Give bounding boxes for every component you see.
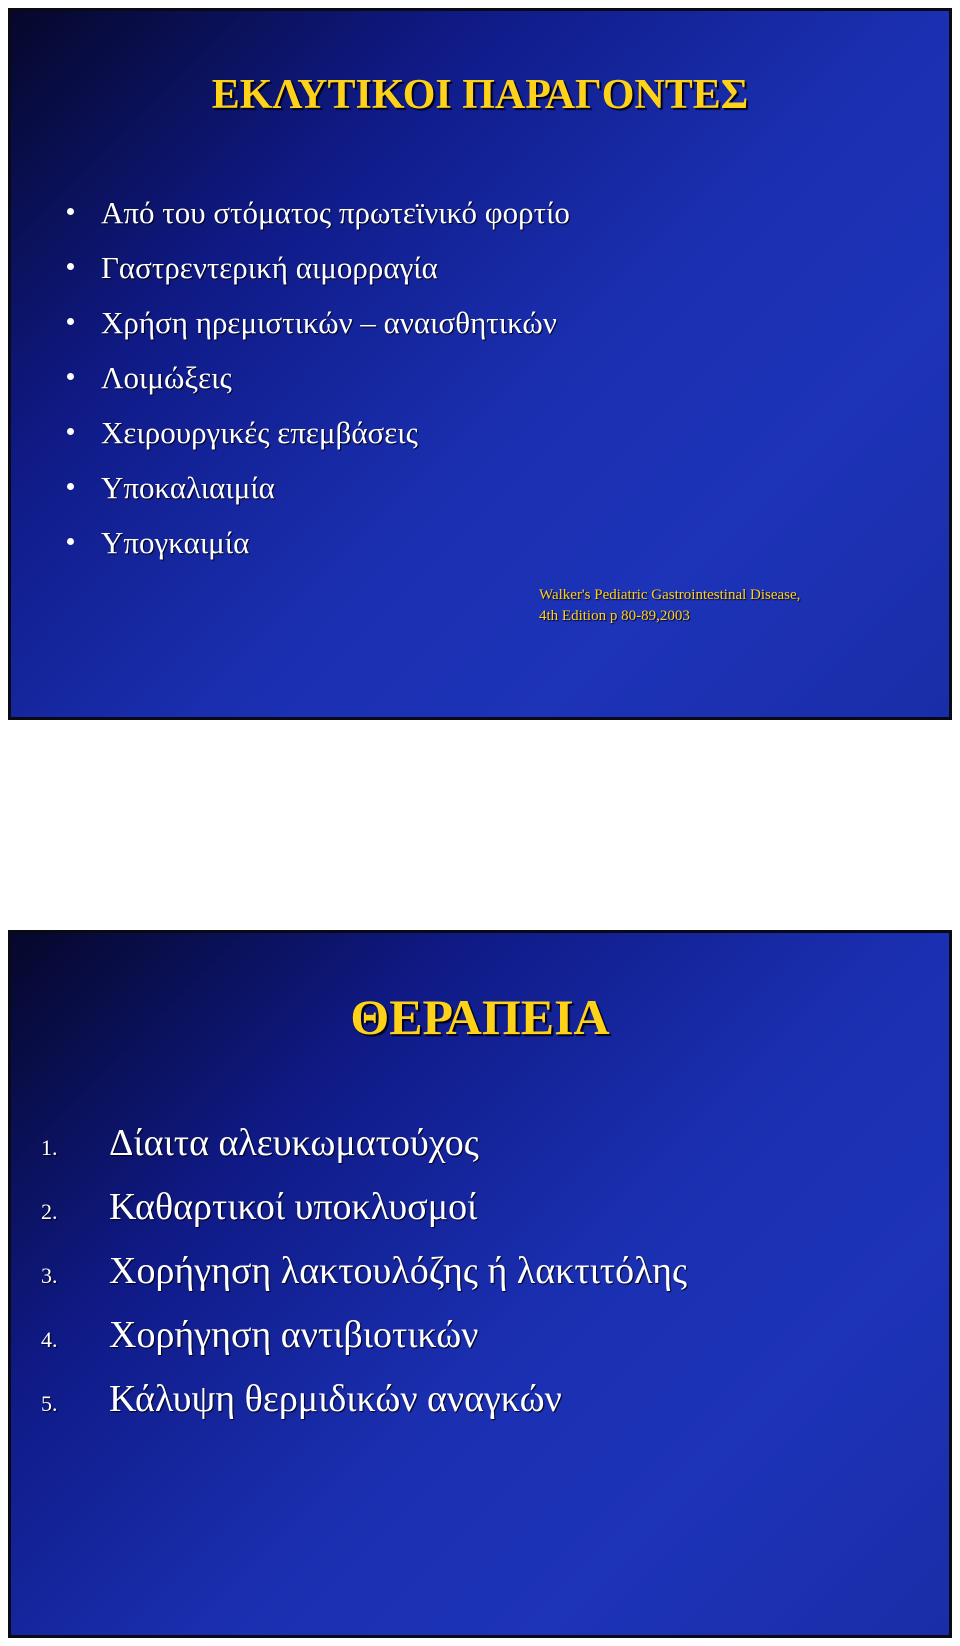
bullet-text: Υπογκαιμία [101, 525, 250, 560]
bullet-dot-icon [67, 263, 74, 270]
bullet-item [63, 240, 570, 295]
bullet-list [63, 185, 570, 570]
bullet-dot-icon [67, 428, 74, 435]
list-item [41, 1367, 687, 1431]
bullet-text: Γαστρεντερική αιμορραγία [101, 250, 438, 285]
list-item [41, 1303, 687, 1367]
bullet-dot-icon [67, 318, 74, 325]
list-item [41, 1175, 687, 1239]
slide-title: ΕΚΛΥΤΙΚΟΙ ΠΑΡΑΓΟΝΤΕΣ [211, 72, 749, 118]
item-number: 5. [41, 1391, 58, 1416]
bullet-text: Λοιμώξεις [101, 360, 232, 395]
bullet-dot-icon [67, 208, 74, 215]
item-text: Δίαιτα αλευκωματούχος [109, 1122, 479, 1164]
bullet-text: Χειρουργικές επεμβάσεις [101, 415, 418, 450]
reference-citation [539, 585, 800, 627]
item-number: 1. [41, 1135, 58, 1160]
item-text: Καθαρτικοί υποκλυσμοί [109, 1186, 478, 1228]
numbered-list [41, 1111, 687, 1431]
slide-precipitating-factors [8, 8, 952, 720]
slide-treatment [8, 930, 952, 1638]
slide-title: ΘΕΡΑΠΕΙΑ [350, 989, 610, 1045]
item-text: Χορήγηση αντιβιοτικών [109, 1314, 479, 1356]
bullet-text: Υποκαλιαιμία [101, 470, 275, 505]
bullet-item [63, 515, 570, 570]
bullet-dot-icon [67, 483, 74, 490]
bullet-dot-icon [67, 538, 74, 545]
item-number: 3. [41, 1263, 58, 1288]
bullet-item [63, 185, 570, 240]
item-text: Κάλυψη θερμιδικών αναγκών [109, 1378, 562, 1420]
bullet-text: Χρήση ηρεμιστικών – αναισθητικών [101, 305, 557, 340]
bullet-item [63, 295, 570, 350]
bullet-item [63, 405, 570, 460]
item-text: Χορήγηση λακτουλόζης ή λακτιτόλης [109, 1250, 688, 1292]
reference-line: Walker's Pediatric Gastrointestinal Disease, [539, 587, 801, 603]
bullet-item [63, 460, 570, 515]
item-number: 4. [41, 1327, 58, 1352]
bullet-dot-icon [67, 373, 74, 380]
bullet-item [63, 350, 570, 405]
reference-line: 4th Edition p 80-89,2003 [539, 608, 690, 624]
list-item [41, 1239, 687, 1303]
item-number: 2. [41, 1199, 58, 1224]
bullet-text: Από του στόματος πρωτεϊνικό φορτίο [101, 195, 570, 230]
list-item [41, 1111, 687, 1175]
